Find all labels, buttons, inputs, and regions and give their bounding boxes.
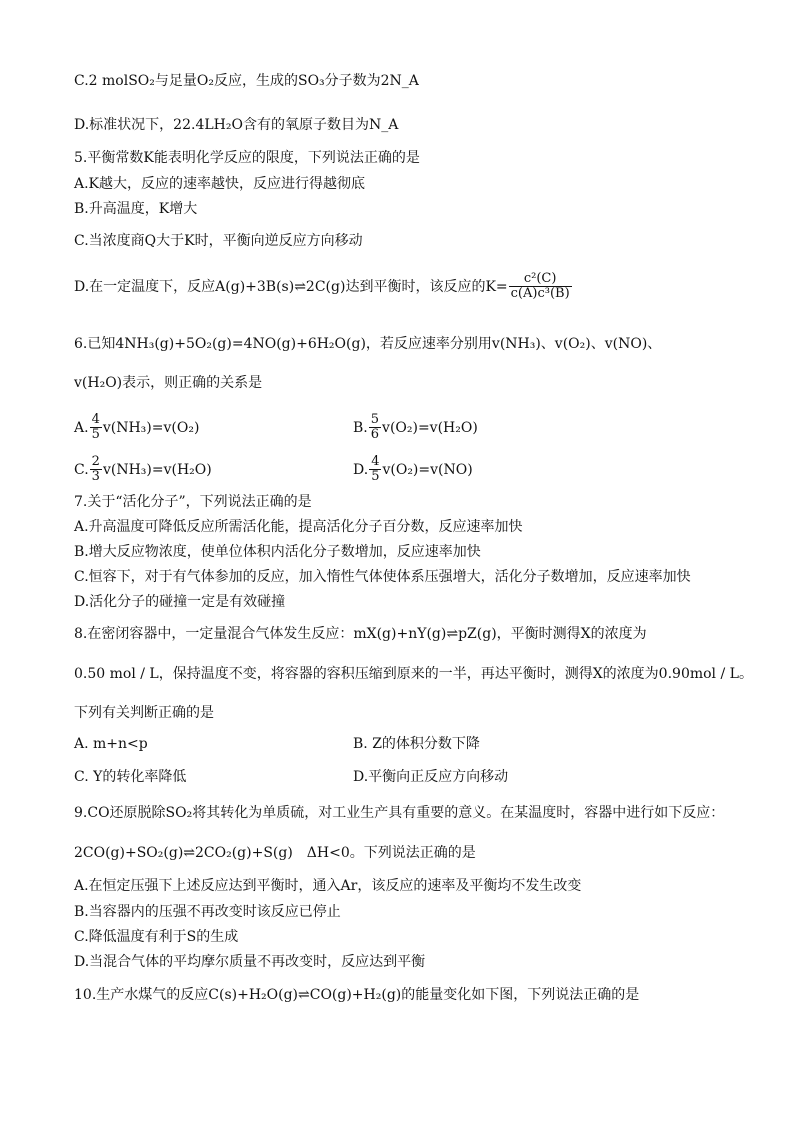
q5-option-a: A.K越大，反应的速率越快，反应进行得越彻底 xyxy=(74,176,366,192)
q6-option-a: A. $\frac{4}{5}$ v(NH₃)=v(O₂) xyxy=(74,412,200,443)
q8-stem-line3: 下列有关判断正确的是 xyxy=(74,705,214,721)
q6-stem-line2: v(H₂O)表示，则正确的关系是 xyxy=(74,375,263,391)
q7-option-a: A.升高温度可降低反应所需活化能，提高活化分子百分数，反应速率加快 xyxy=(74,519,523,535)
q7-option-d: D.活化分子的碰撞一定是有效碰撞 xyxy=(74,594,286,610)
q8-option-c: C. Y的转化率降低 xyxy=(74,769,187,785)
q8-stem-line2: 0.50 mol / L，保持温度不变，将容器的容积压缩到原来的一半，再达平衡时，测得X的浓度为0.90mol / L。 xyxy=(74,666,753,682)
q7-option-b: B.增大反应物浓度，使单位体积内活化分子数增加，反应速率加快 xyxy=(74,544,481,560)
q9-option-d: D.当混合气体的平均摩尔质量不再改变时，反应达到平衡 xyxy=(74,954,426,970)
q6-option-c: C. $\frac{2}{3}$ v(NH₃)=v(H₂O) xyxy=(74,454,212,485)
q10-stem: 10.生产水煤气的反应C(s)+H₂O(g)⇌CO(g)+H₂(g)的能量变化如下图，下列说法正确的是 xyxy=(74,987,640,1003)
q5-option-b: B.升高温度，K增大 xyxy=(74,201,198,217)
q9-option-b: B.当容器内的压强不再改变时该反应已停止 xyxy=(74,904,341,920)
q8-option-b: B. Z的体积分数下降 xyxy=(353,736,480,752)
q9-stem-line2: 2CO(g)+SO₂(g)⇌2CO₂(g)+S(g) ΔH<0。下列说法正确的是 xyxy=(74,845,476,861)
q6-option-b: B. $\frac{5}{6}$ v(O₂)=v(H₂O) xyxy=(353,412,478,443)
fraction-numerator: c²(C) xyxy=(523,271,557,286)
q7-option-c: C.恒容下，对于有气体参加的反应，加入惰性气体使体系压强增大，活化分子数增加，反应速率加快 xyxy=(74,569,691,585)
q8-stem-line1: 8.在密闭容器中，一定量混合气体发生反应：mX(g)+nY(g)⇌pZ(g)，平衡时测得X的浓度为 xyxy=(74,626,647,642)
q8-option-a: A. m+n<p xyxy=(74,736,148,752)
q5-option-d xyxy=(74,272,573,302)
q8-option-d: D.平衡向正反应方向移动 xyxy=(353,769,509,785)
q6-stem-line1: 6.已知4NH₃(g)+5O₂(g)=4NO(g)+6H₂O(g)，若反应速率分别用v(NH₃)、v(O₂)、v(NO)、 xyxy=(74,336,662,352)
q7-stem: 7.关于“活化分子”，下列说法正确的是 xyxy=(74,494,312,510)
coefficient-fraction: $\frac{2}{3}$ xyxy=(91,454,100,485)
q5-stem: 5.平衡常数K能表明化学反应的限度，下列说法正确的是 xyxy=(74,150,420,166)
q5-option-d-text: D.在一定温度下，反应A(g)+3B(s)⇌2C(g)达到平衡时，该反应的K= xyxy=(74,279,508,296)
q9-stem-line1: 9.CO还原脱除SO₂将其转化为单质硫，对工业生产具有重要的意义。在某温度时，容器中进行如下反应： xyxy=(74,805,725,821)
equilibrium-constant-fraction xyxy=(509,272,572,302)
q9-option-a: A.在恒定压强下上述反应达到平衡时，通入Ar，该反应的速率及平衡均不发生改变 xyxy=(74,878,582,894)
q9-option-c: C.降低温度有利于S的生成 xyxy=(74,929,239,945)
coefficient-fraction: $\frac{5}{6}$ xyxy=(370,412,380,443)
q4-option-d: D.标准状况下，22.4LH₂O含有的氧原子数目为N_A xyxy=(74,117,399,133)
q4-option-c: C.2 molSO₂与足量O₂反应，生成的SO₃分子数为2N_A xyxy=(74,73,419,89)
coefficient-fraction: $\frac{4}{5}$ xyxy=(371,454,380,485)
q6-option-d: D. $\frac{4}{5}$ v(O₂)=v(NO) xyxy=(353,454,473,485)
q5-option-c: C.当浓度商Q大于K时，平衡向逆反应方向移动 xyxy=(74,233,363,249)
fraction-denominator: c(A)c³(B) xyxy=(510,286,570,302)
coefficient-fraction: $\frac{4}{5}$ xyxy=(91,412,100,443)
